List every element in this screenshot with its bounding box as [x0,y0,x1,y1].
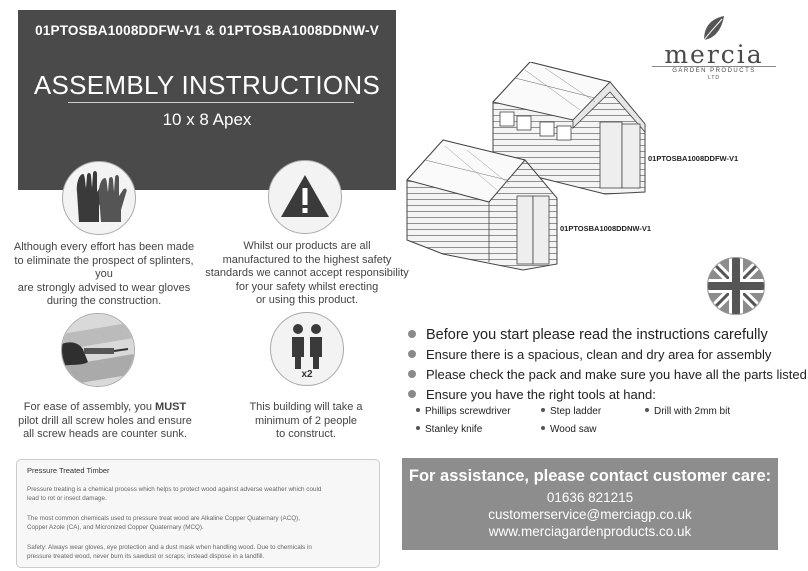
pressure-treated-paragraph [27,486,372,503]
drill-notice-prefix: For ease of assembly, you [23,401,156,413]
people-circle [270,312,344,386]
checklist-item-text: Ensure you have the right tools at hand: [426,387,656,402]
gloves-notice-line: Although every effort has been made [13,241,195,253]
checklist-item-text: Please check the pack and make sure you have all the parts listed [426,367,807,382]
pressure-treated-line: Copper Azole (CA), and Micronized Copper Quaternary (MCQ). [27,523,204,531]
customer-care-phone[interactable]: 01636 821215 [546,490,634,505]
warning-notice-line: Whilst our products are all [243,240,371,252]
tool-item-text: Step ladder [550,406,602,417]
customer-care-panel [402,458,778,550]
customer-care-title: For assistance, please contact customer care: [408,467,772,485]
drill-notice-emphasis: MUST [155,401,187,413]
logo-suffix: LTD [707,75,721,81]
shed-illustrations [405,62,655,272]
tool-item-text: Stanley knife [425,424,483,435]
gloves-notice-line: during the construction. [46,295,162,307]
tool-item [416,424,482,435]
pressure-treated-line: pressure treated wood, never burn its sawdust or scraps; instead dispose in a landfill. [27,552,265,560]
people-notice-line: to construct. [276,428,336,440]
gloves-circle [62,161,136,235]
people-notice [226,401,386,442]
warning-notice-line: manufactured to the highest safety [222,253,392,266]
warning-notice-line: or using this product. [255,294,359,306]
checklist-item [408,347,771,362]
checklist-item [408,327,768,343]
customer-care-website[interactable]: www.merciagardenproducts.co.uk [488,524,692,539]
drill-circle [61,313,135,387]
pressure-treated-line: Pressure treating is a chemical process which helps to protect wood against adverse weather which could [27,486,322,493]
gloves-icon [63,162,135,234]
people-notice-line: minimum of 2 people [254,414,358,427]
warning-notice-line: for your safety whilst erecting [235,280,379,293]
warning-icon [269,161,341,233]
shed-label-windowless: 01PTOSBA1008DDNW-V1 [560,224,651,233]
shed-label-windowed: 01PTOSBA1008DDFW-V1 [648,154,739,163]
pressure-treated-line: The most common chemicals used to pressure treat wood are Alkaline Copper Quaternary (ACQ), [27,515,300,522]
page-title: ASSEMBLY INSTRUCTIONS [33,70,381,100]
pressure-treated-line: lead to rot or insect damage. [27,494,107,502]
drill-notice-line: all screw heads are counter sunk. [23,428,187,440]
drill-notice-line: pilot drill all screw holes and ensure [18,414,192,427]
tool-item [541,424,597,435]
pressure-treated-paragraph [27,544,372,561]
pressure-treated-paragraph [27,515,372,532]
pressure-treated-line: Safety: Always wear gloves, eye protection and a dust mask when handling wood. Due to chemicals in [27,544,312,551]
tool-item-text: Drill with 2mm bit [654,406,731,417]
gloves-notice [6,241,202,309]
gloves-notice-line: are strongly advised to wear gloves [17,281,191,294]
people-count-badge: x2 [301,369,313,380]
logo-wordmark: mercia [664,40,764,69]
drill-notice-line [10,401,200,415]
checklist-item [408,367,807,382]
warning-circle [268,160,342,234]
people-notice-line: This building will take a [249,401,363,413]
leaf-icon [700,14,728,42]
tool-item [645,406,730,417]
tool-item [541,406,601,417]
tool-item-text: Phillips screwdriver [425,406,511,417]
customer-care-email[interactable]: customerservice@merciagp.co.uk [488,507,692,522]
drill-notice [10,401,200,442]
checklist-item-text: Before you start please read the instructions carefully [426,327,768,343]
title-divider [68,102,354,103]
mercia-logo [652,14,776,80]
tool-item-text: Wood saw [550,424,597,435]
uk-flag-icon [707,257,765,315]
warning-notice-line: standards we cannot accept responsibility [205,267,409,279]
gloves-notice-line: to eliminate the prospect of splinters, you [14,254,194,280]
product-codes: 01PTOSBA1008DDFW-V1 & 01PTOSBA1008DDNW-V [35,23,379,38]
checklist-item-text: Ensure there is a spacious, clean and dry area for assembly [426,347,772,362]
pressure-treated-title: Pressure Treated Timber [27,466,110,475]
tool-item [416,406,511,417]
warning-notice [205,240,409,308]
header-banner [18,10,396,190]
logo-tagline: GARDEN PRODUCTS [652,66,776,74]
checklist-item [408,387,656,402]
page-subtitle: 10 x 8 Apex [162,110,252,129]
pilot-drill-icon [62,314,134,386]
pressure-treated-panel [16,459,380,568]
